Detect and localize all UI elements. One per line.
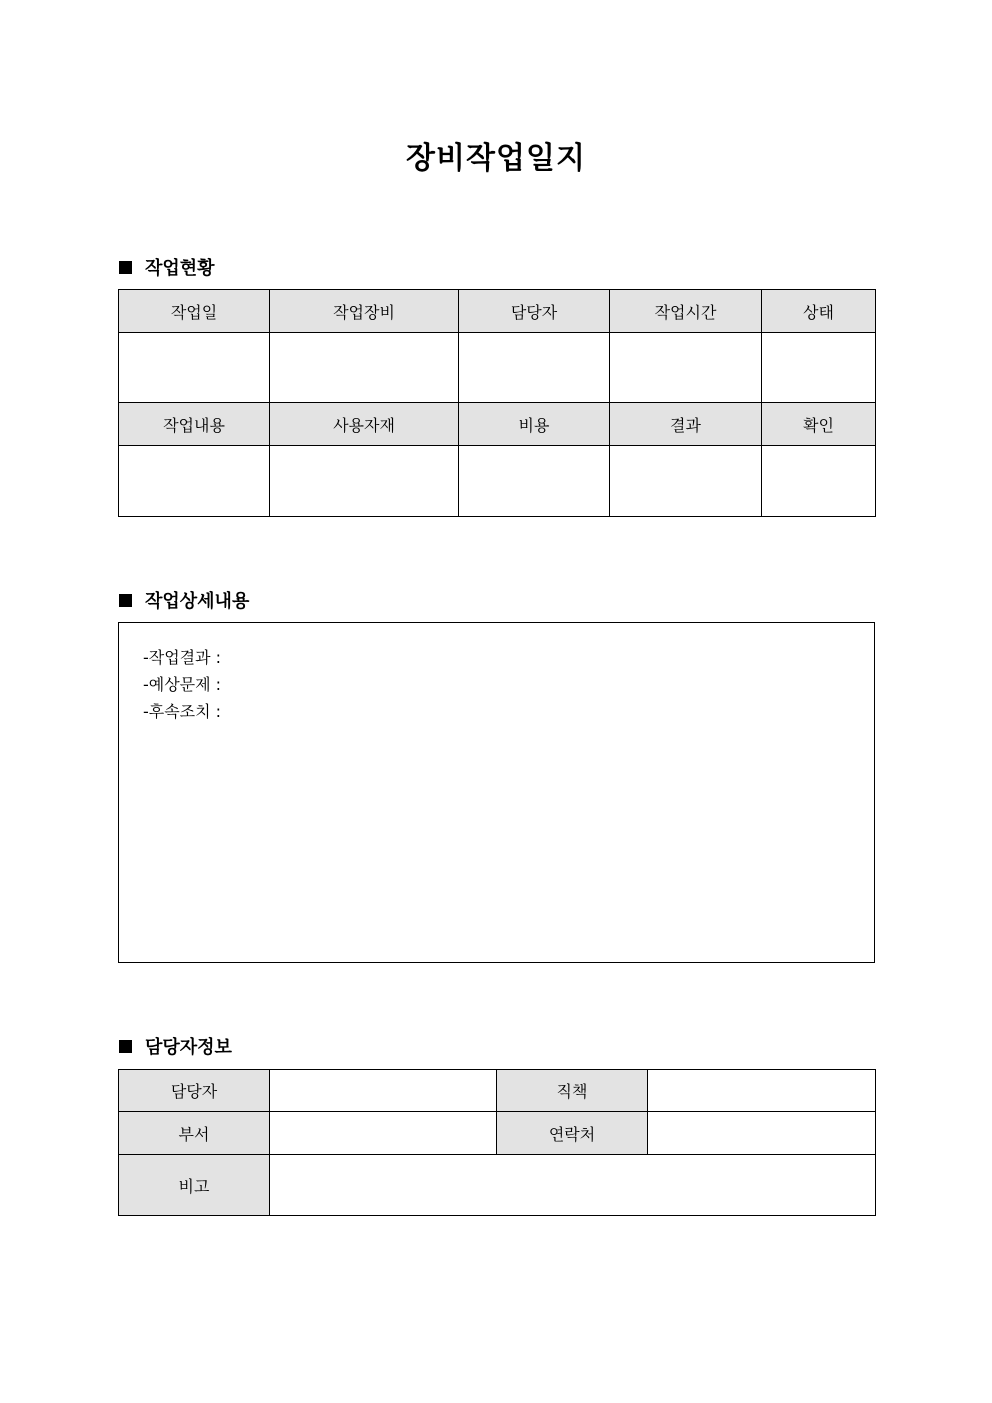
square-bullet-icon	[119, 1040, 132, 1053]
square-bullet-icon	[119, 261, 132, 274]
cell-manager[interactable]	[459, 333, 610, 403]
cell-result[interactable]	[610, 446, 762, 517]
section-heading-detail	[119, 587, 249, 613]
header-cost: 비용	[459, 403, 610, 446]
detail-line-follow-up: -후속조치 :	[143, 702, 222, 721]
header-status: 상태	[762, 290, 876, 333]
label-manager: 담당자	[119, 1070, 270, 1112]
section-label: 담당자정보	[145, 1037, 232, 1058]
header-result: 결과	[610, 403, 762, 446]
value-remarks[interactable]	[270, 1155, 876, 1216]
value-department[interactable]	[270, 1112, 497, 1155]
header-work-content: 작업내용	[119, 403, 270, 446]
cell-equipment[interactable]	[270, 333, 459, 403]
value-contact[interactable]	[648, 1112, 876, 1155]
header-work-date: 작업일	[119, 290, 270, 333]
cell-work-time[interactable]	[610, 333, 762, 403]
value-manager[interactable]	[270, 1070, 497, 1112]
cell-materials[interactable]	[270, 446, 459, 517]
label-position: 직책	[497, 1070, 648, 1112]
detail-line-expected-problem: -예상문제 :	[143, 675, 222, 694]
header-manager: 담당자	[459, 290, 610, 333]
cell-work-date[interactable]	[119, 333, 270, 403]
value-position[interactable]	[648, 1070, 876, 1112]
header-materials: 사용자재	[270, 403, 459, 446]
header-equipment: 작업장비	[270, 290, 459, 333]
page-title: 장비작업일지	[406, 141, 586, 176]
header-work-time: 작업시간	[610, 290, 762, 333]
label-department: 부서	[119, 1112, 270, 1155]
section-label: 작업상세내용	[145, 591, 250, 612]
work-status-table	[118, 289, 876, 517]
section-label: 작업현황	[145, 258, 215, 279]
manager-info-table	[118, 1069, 876, 1216]
square-bullet-icon	[119, 594, 132, 607]
work-detail-box[interactable]	[118, 622, 875, 963]
section-heading-status	[119, 254, 215, 280]
cell-cost[interactable]	[459, 446, 610, 517]
label-contact: 연락처	[497, 1112, 648, 1155]
section-heading-manager	[119, 1033, 232, 1059]
cell-work-content[interactable]	[119, 446, 270, 517]
cell-status[interactable]	[762, 333, 876, 403]
cell-confirm[interactable]	[762, 446, 876, 517]
label-remarks: 비고	[119, 1155, 270, 1216]
header-confirm: 확인	[762, 403, 876, 446]
detail-line-result: -작업결과 :	[143, 648, 222, 667]
